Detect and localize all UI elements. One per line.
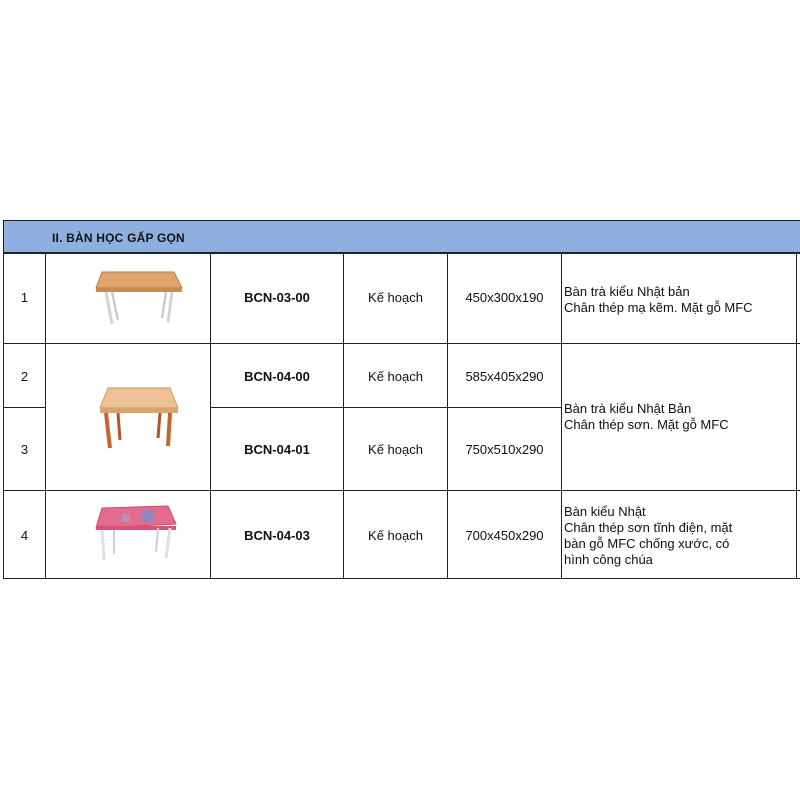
description-line: Bàn kiểu Nhật — [564, 504, 646, 519]
grid-line — [561, 253, 562, 579]
product-size: 585x405x290 — [465, 369, 544, 384]
table-top — [96, 506, 176, 528]
row-number: 3 — [20, 442, 29, 457]
product-status: Kế hoạch — [368, 528, 423, 543]
product-code: BCN-04-01 — [244, 442, 310, 457]
description-line: Chân thép mạ kẽm. Mặt gỗ MFC — [564, 300, 753, 315]
product-description — [564, 504, 794, 568]
description-line: Chân thép sơn tĩnh điện, mặt — [564, 520, 733, 535]
princess-print — [142, 510, 154, 522]
grid-line — [3, 490, 800, 491]
table-top — [100, 388, 178, 408]
table-leg — [102, 530, 104, 560]
product-image-wood-table — [92, 380, 182, 454]
table-edge — [96, 526, 176, 530]
table-leg — [162, 292, 166, 318]
product-code: BCN-04-03 — [244, 528, 310, 543]
product-description — [564, 401, 794, 433]
description-line: Bàn trà kiểu Nhật Bản — [564, 401, 692, 416]
product-code: BCN-03-00 — [244, 290, 310, 305]
section-title: II. BÀN HỌC GẤP GỌN — [52, 231, 185, 245]
table-leg — [106, 292, 112, 324]
product-image-folding-table — [90, 262, 190, 332]
grid-line — [3, 407, 45, 408]
product-status: Kế hoạch — [368, 442, 423, 457]
product-code: BCN-04-00 — [244, 369, 310, 384]
princess-print — [122, 514, 130, 522]
product-size: 750x510x290 — [465, 442, 544, 457]
product-image-pink-table — [92, 500, 182, 570]
product-size: 450x300x190 — [465, 290, 544, 305]
table-leg — [112, 292, 118, 320]
product-size: 700x450x290 — [465, 528, 544, 543]
description-line: bàn gỗ MFC chống xước, có — [564, 536, 730, 551]
product-status: Kế hoạch — [368, 369, 423, 384]
grid-line — [45, 253, 46, 579]
product-status: Kế hoạch — [368, 290, 423, 305]
grid-line — [796, 253, 797, 579]
row-number: 2 — [20, 369, 29, 384]
row-number: 1 — [20, 290, 29, 305]
table-leg — [168, 413, 170, 446]
grid-line — [3, 343, 800, 344]
table-edge — [100, 408, 178, 413]
grid-line — [3, 578, 800, 579]
description-line: hình công chúa — [564, 552, 653, 567]
grid-line — [210, 407, 562, 408]
table-edge — [96, 288, 182, 292]
section-header — [3, 220, 800, 253]
table-leg — [168, 292, 172, 322]
description-line: Chân thép sơn. Mặt gỗ MFC — [564, 417, 729, 432]
table-leg — [118, 413, 120, 440]
table-leg — [158, 413, 160, 438]
description-line: Bàn trà kiểu Nhật bản — [564, 284, 690, 299]
table-leg — [156, 528, 158, 552]
row-number: 4 — [20, 528, 29, 543]
product-description — [564, 284, 794, 316]
table-top — [96, 272, 182, 288]
grid-line — [3, 253, 800, 254]
table-leg — [106, 413, 110, 448]
table-leg — [166, 528, 170, 558]
